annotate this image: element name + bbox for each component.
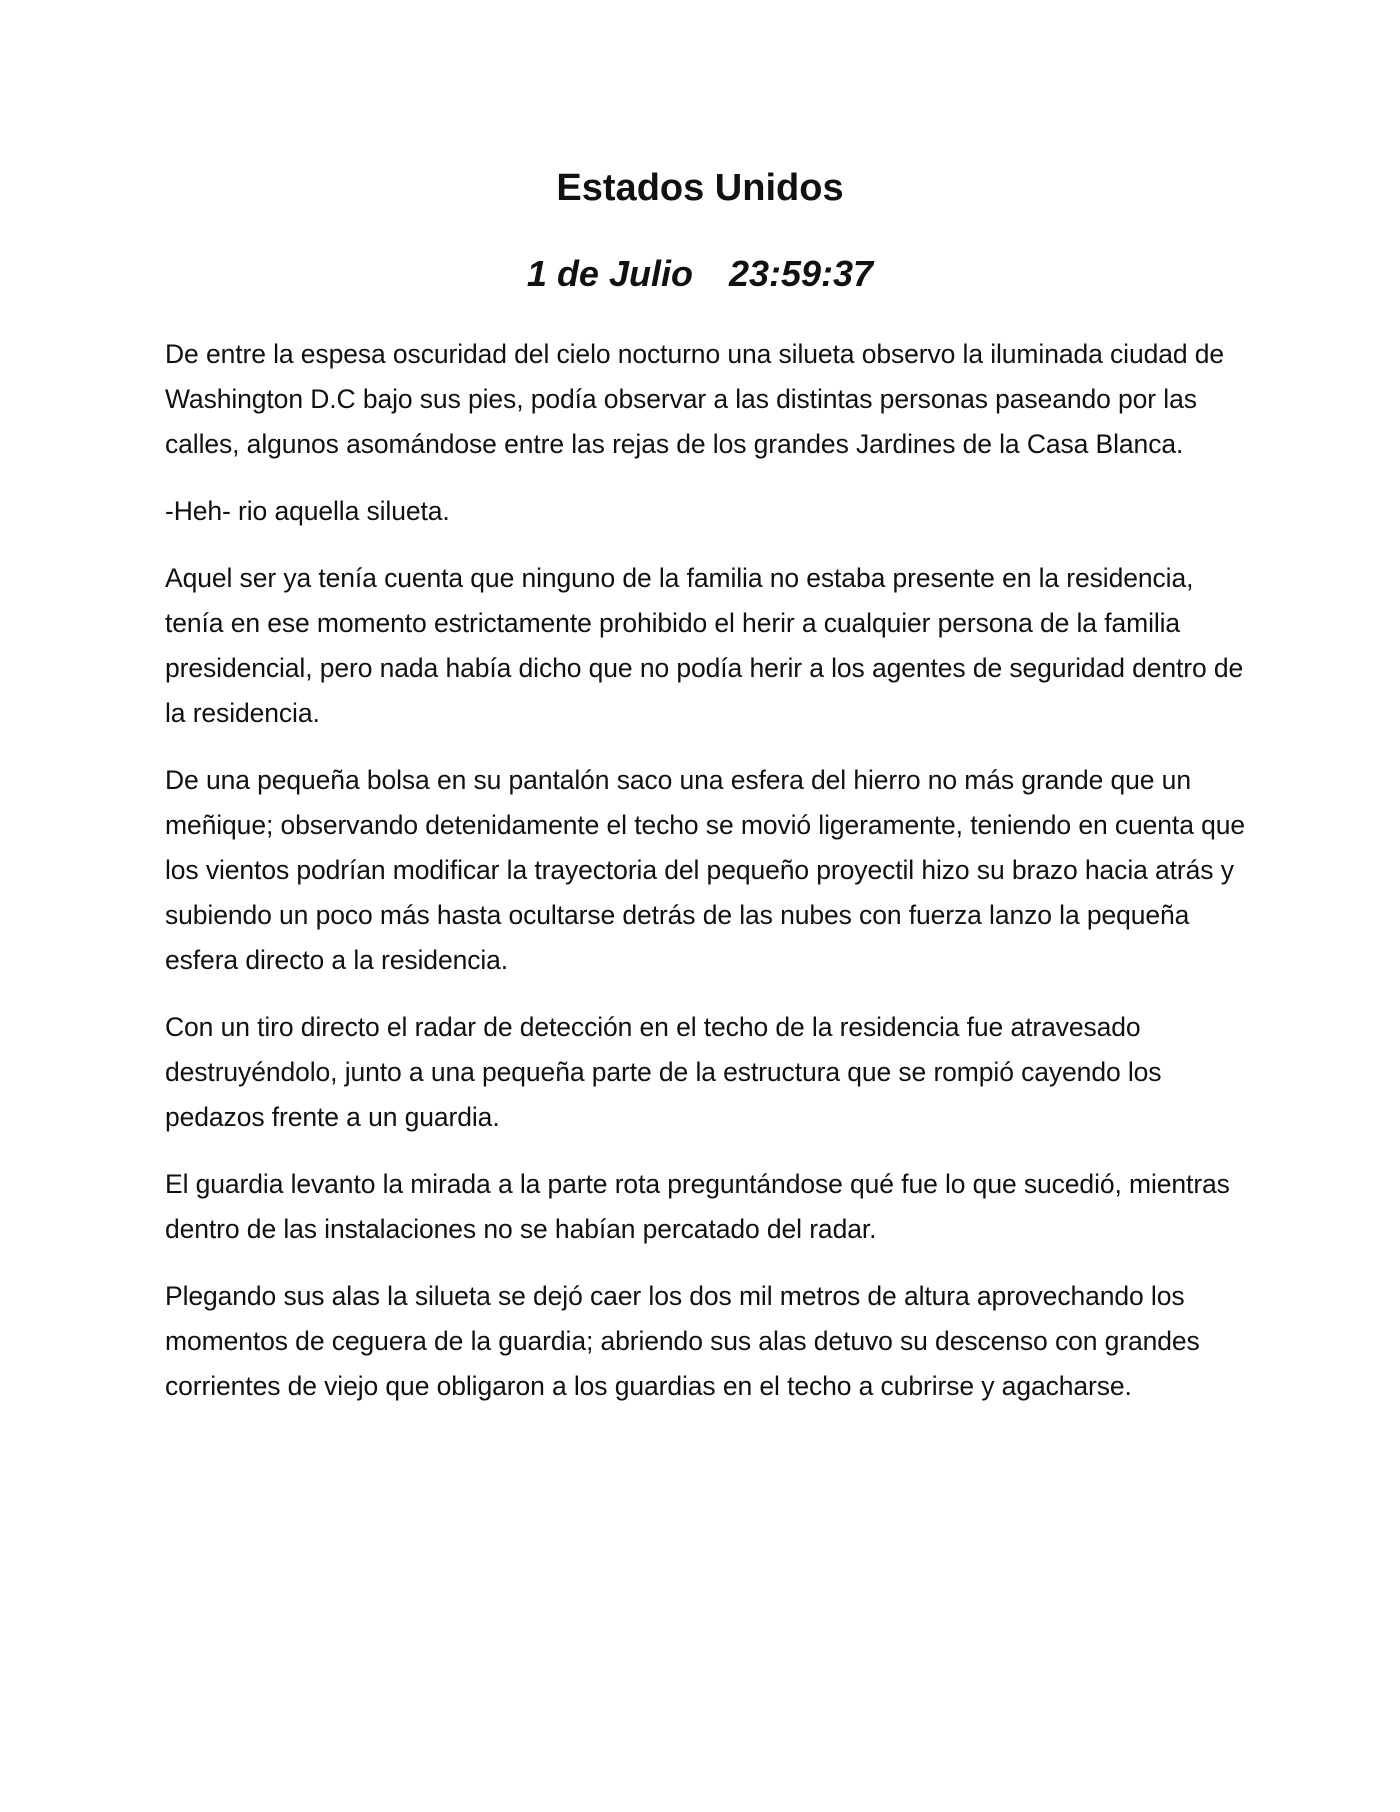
paragraph-1: De entre la espesa oscuridad del cielo nocturno una silueta observo la iluminada ciudad de Washington D.C bajo sus pies, podía observar a las distintas personas paseando por las calles, algunos asomándose entre las rejas de los grandes Jardines de la Casa Blanca. bbox=[165, 339, 1225, 459]
paragraph-2: -Heh- rio aquella silueta. bbox=[165, 496, 450, 526]
paragraph-7: Plegando sus alas la silueta se dejó caer los dos mil metros de altura aprovechando los momentos de ceguera de la guardia; abriendo sus alas detuvo su descenso con grandes corrientes de viejo que obligaron a los guardias en el techo a cubrirse y agacharse. bbox=[165, 1281, 1200, 1401]
dateline-time: 23:59:37 bbox=[728, 253, 874, 294]
paragraph-6: El guardia levanto la mirada a la parte rota preguntándose qué fue lo que sucedió, mientras dentro de las instalaciones no se habían percatado del radar. bbox=[165, 1169, 1230, 1244]
paragraph-3: Aquel ser ya tenía cuenta que ninguno de la familia no estaba presente en la residencia, tenía en ese momento estrictamente prohibido el herir a cualquier persona de la familia presidencial, pero nada había dicho que no podía herir a los agentes de seguridad dentro de la residencia. bbox=[165, 563, 1244, 728]
page-title: Estados Unidos bbox=[556, 167, 844, 209]
document-body bbox=[165, 332, 1245, 1431]
dateline-date: 1 de Julio bbox=[526, 253, 693, 294]
paragraph-5: Con un tiro directo el radar de detección en el techo de la residencia fue atravesado destruyéndolo, junto a una pequeña parte de la estructura que se rompió cayendo los pedazos frente a un guardia. bbox=[165, 1012, 1162, 1132]
chapter-dateline bbox=[0, 252, 1400, 295]
paragraph-4: De una pequeña bolsa en su pantalón saco una esfera del hierro no más grande que un meñique; observando detenidamente el techo se movió ligeramente, teniendo en cuenta que los vientos podrían modificar la trayectoria del pequeño proyectil hizo su brazo hacia atrás y subiendo un poco más hasta ocultarse detrás de las nubes con fuerza lanzo la pequeña esfera directo a la residencia. bbox=[165, 765, 1246, 975]
